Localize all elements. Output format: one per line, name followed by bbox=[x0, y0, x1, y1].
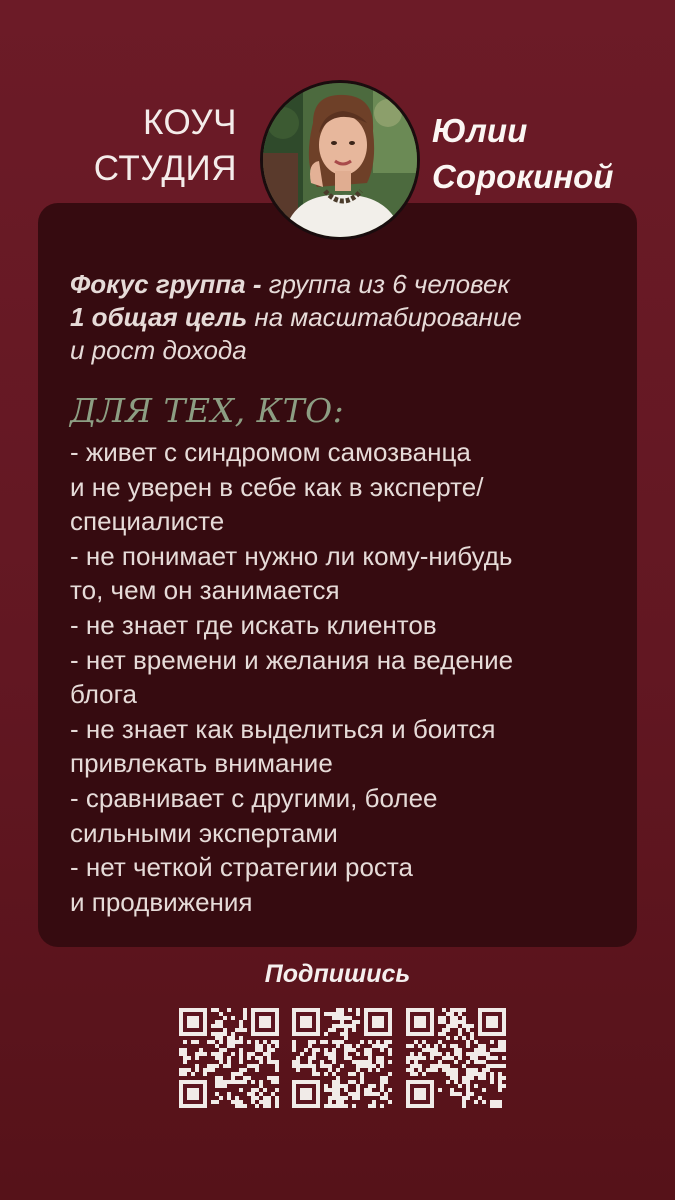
studio-title bbox=[94, 100, 237, 192]
qr-code-row bbox=[179, 1008, 509, 1108]
list-item: - не знает как выделиться и боится bbox=[70, 713, 496, 744]
qr-code-icon[interactable] bbox=[406, 1008, 506, 1108]
list-item: - сравнивает с другими, более bbox=[70, 782, 438, 813]
list-item: - не понимает нужно ли кому-нибудь bbox=[70, 540, 513, 571]
qr-code-icon[interactable] bbox=[179, 1008, 279, 1108]
list-item: блога bbox=[70, 679, 138, 710]
list-item: и не уверен в себе как в эксперте/ bbox=[70, 471, 484, 502]
goal-desc: на масштабирование bbox=[247, 302, 522, 332]
goal-label: 1 общая цель bbox=[70, 302, 248, 332]
intro-line-1 bbox=[70, 268, 630, 301]
subscribe-label: Подпишись bbox=[264, 960, 411, 988]
focus-group-label: Фокус группа - bbox=[70, 269, 262, 299]
audience-list bbox=[70, 435, 630, 919]
list-item: специалисте bbox=[70, 506, 225, 537]
intro-line-2 bbox=[70, 301, 630, 334]
owner-name bbox=[432, 108, 613, 200]
avatar bbox=[260, 80, 420, 240]
list-item: - нет времени и желания на ведение bbox=[70, 644, 514, 675]
avatar-photo bbox=[263, 83, 417, 237]
list-item: - живет с синдромом самозванца bbox=[70, 437, 471, 467]
studio-title-line1: КОУЧ bbox=[142, 103, 237, 142]
list-item: привлекать внимание bbox=[70, 748, 333, 779]
owner-name-line1: Юлии bbox=[432, 112, 528, 149]
list-item: - не знает где искать клиентов bbox=[70, 609, 437, 640]
list-item: - нет четкой стратегии роста bbox=[70, 852, 413, 883]
focus-group-desc: группа из 6 человек bbox=[261, 269, 510, 299]
list-item: то, чем он занимается bbox=[70, 575, 340, 606]
intro-text bbox=[70, 268, 630, 367]
audience-heading: ДЛЯ ТЕХ, КТО: bbox=[70, 391, 345, 430]
studio-title-line2: СТУДИЯ bbox=[93, 149, 237, 188]
owner-name-line2: Сорокиной bbox=[432, 158, 614, 195]
intro-line-3 bbox=[70, 334, 630, 367]
list-item: и продвижения bbox=[70, 886, 253, 917]
qr-code-icon[interactable] bbox=[292, 1008, 392, 1108]
list-item: сильными экспертами bbox=[70, 817, 338, 848]
goal-desc-cont: и рост дохода bbox=[70, 335, 247, 365]
